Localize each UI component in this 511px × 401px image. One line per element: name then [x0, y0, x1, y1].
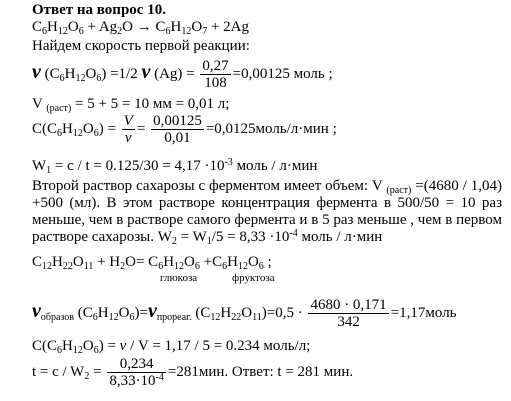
sucrose-hydrolysis-equation: $C_{12}H_{22}O_{11} + H_2O= C_6H_{12}O_6 +C_6H_{12}O_6$ ; [32, 254, 272, 272]
volume-equation: V $_{(раст)}$ = 5 + 5 = 10 мм = 0,01 л; [32, 96, 230, 114]
concentration-equation: $C(C_6H_{12}O_6)$ = $\frac{V}{\nu}$ = $\frac{0,00125}{0,01}$ =0,0125моль/л·мин ; [32, 113, 337, 147]
rate-equation: ν $(C_6H_{12}O_6) =1/2$ ν (Ag) = $\frac{0,27}{108}$ =0,00125 моль ; [32, 58, 333, 92]
concentration-result-equation: $C(C_6H_{12}O_6) = \nu / V = 1,17 / 5 = 0.234$ моль/л; [32, 338, 311, 356]
w1-equation: $W_1 = c / t = 0.125/30 = 4,17 \cdot 10^{-3}$ моль / л·мин [32, 157, 318, 176]
moles-equation: $\nu_{образов}$ $(C_6H_{12}O_6)=\nu_{прореаг.}$ $(C_{12}H_{22}O_{11})=0,5$ · $\frac{4680 \cdot 0,171}{342}$ =1,17моль [32, 297, 457, 331]
fraction-time: $\frac{0,234}{8,33\cdot 10^{-4}}$ [109, 356, 164, 390]
find-rate-text: Найдем скорость первой реакции: [32, 38, 250, 54]
second-solution-paragraph: Второй раствор сахарозы с ферментом имеет объем: V $_{(раст)}$ =(4680 / 1,04) +500 (мл). В этом растворе концентрация фермента в 500/50 = 10 раз меньше, чем в растворе самого фермента и в 5 раз меньше , чем в первом растворе сахарозы. $W_2 = W_1/5 = 8,33 \cdot 10^{-4}$ моль / л·мин [32, 178, 502, 247]
label-fructose: фруктоза [232, 272, 275, 284]
fraction-conc: $\frac{0,00125}{0,01}$ [153, 113, 202, 147]
fraction-nu-v: $\frac{V}{\nu}$ [123, 113, 133, 147]
fraction-ag: $\frac{0,27}{108}$ [202, 58, 229, 92]
fraction-moles: $\frac{4680 \cdot 0,171}{342}$ [310, 297, 387, 331]
time-equation: $t = c / W_2$ = $\frac{0,234}{8,33\cdot 10^{-4}}$ =281мин. Ответ: t = 281 мин. [32, 356, 354, 390]
reaction-equation: $C_6H_{12}O_6 + Ag_2O \to C_6H_{12}O_7 + 2Ag$ [32, 19, 249, 37]
label-glucose: глюкоза [160, 272, 198, 284]
page-title: Ответ на вопрос 10. [32, 2, 166, 18]
